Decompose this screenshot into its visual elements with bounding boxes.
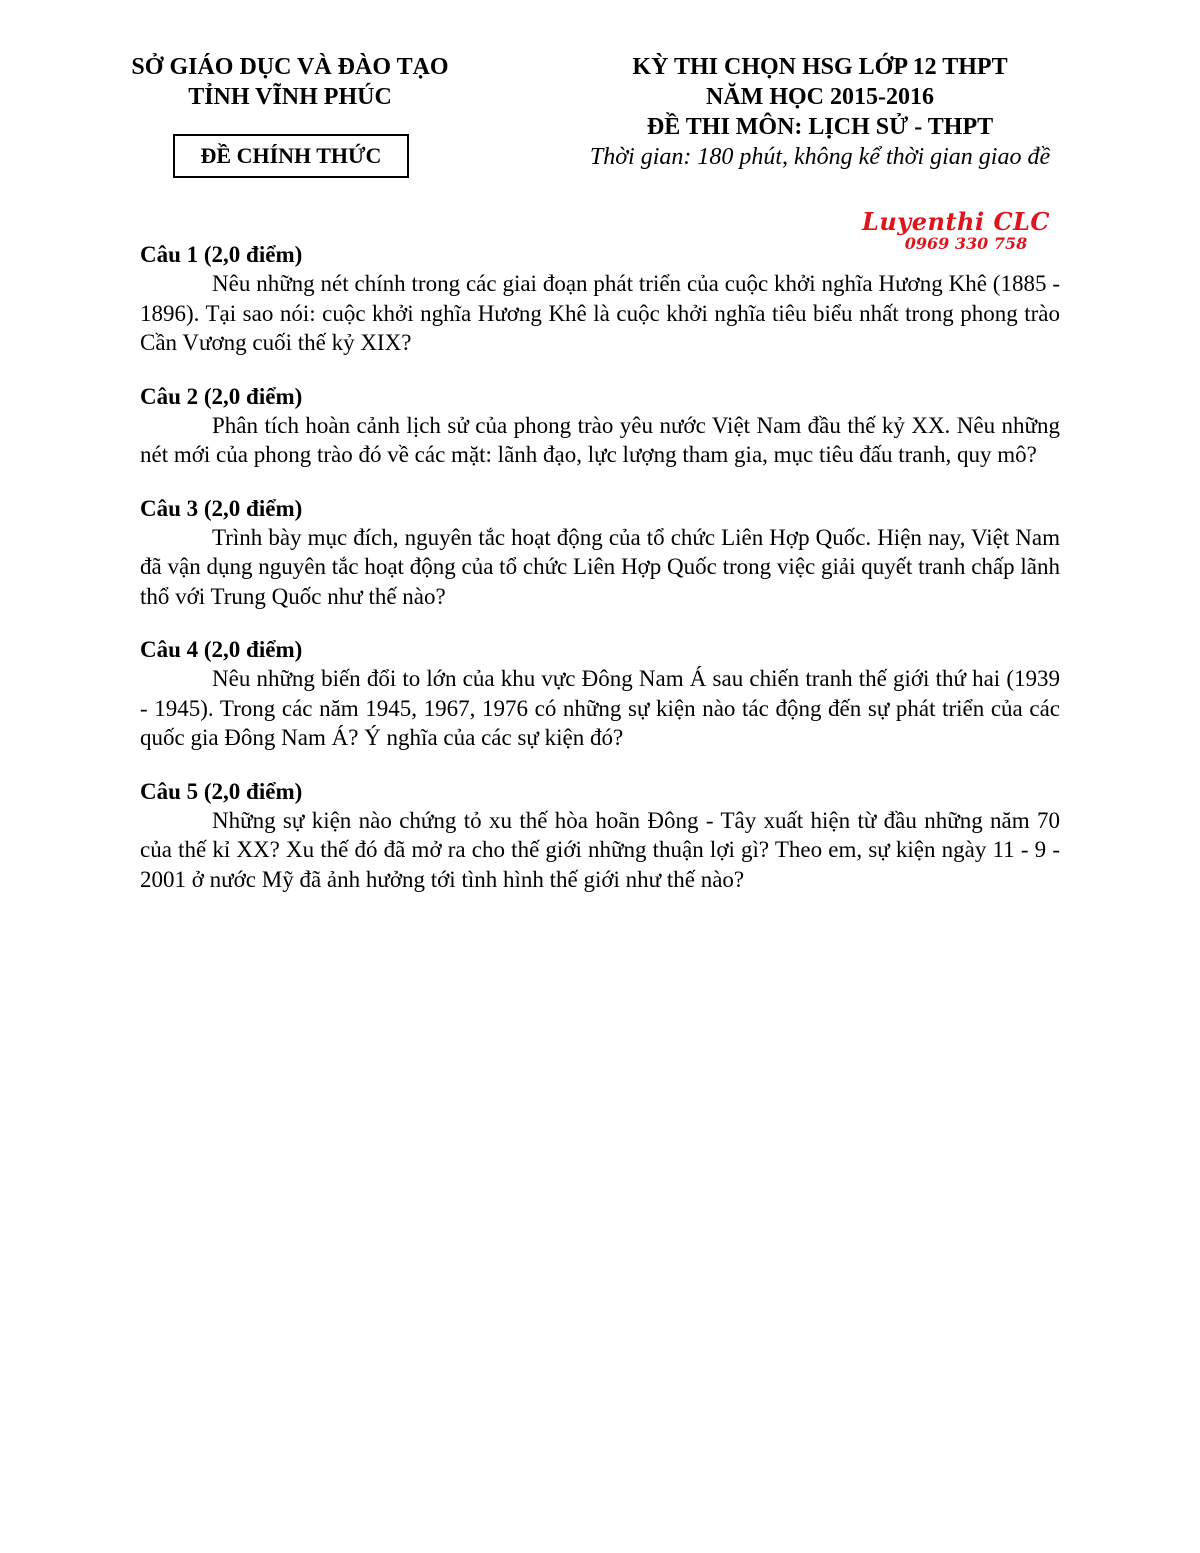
exam-title: KỲ THI CHỌN HSG LỚP 12 THPT: [632, 54, 1008, 80]
watermark-name: Luyenthi CLC: [861, 207, 1051, 236]
issuing-authority: [100, 52, 480, 112]
question-body: Những sự kiện nào chứng tỏ xu thế hòa hoãn Đông - Tây xuất hiện từ đầu những năm 70 của thế kỉ XX? Xu thế đó đã mở ra cho thế giới những thuận lợi gì? Theo em, sự kiện ngày 11 - 9 - 2001 ở nước Mỹ đã ảnh hưởng tới tình hình thế giới như thế nào?: [140, 807, 1060, 892]
question-list: [140, 240, 1060, 918]
exam-info: [560, 52, 1080, 172]
question-body: Nêu những biến đổi to lớn của khu vực Đông Nam Á sau chiến tranh thế giới thứ hai (1939 - 1945). Trong các năm 1945, 1967, 1976 có những sự kiện nào tác động đến sự phát triển của các quốc gia Đông Nam Á? Ý nghĩa của các sự kiện đó?: [140, 666, 1060, 750]
time-note: Thời gian: 180 phút, không kể thời gian giao đề: [589, 144, 1051, 170]
question-4: [140, 635, 1060, 753]
question-body: Nêu những nét chính trong các giai đoạn phát triển của cuộc khởi nghĩa Hương Khê (1885 - 1896). Tại sao nói: cuộc khởi nghĩa Hương Khê là cuộc khởi nghĩa tiêu biểu nhất trong phong trào Cần Vương cuối thế kỷ XIX?: [140, 271, 1060, 355]
watermark-phone: 0969 330 758: [904, 234, 1028, 253]
question-title: Câu 5 (2,0 điểm): [140, 778, 303, 804]
question-2: [140, 382, 1060, 470]
question-body: Trình bày mục đích, nguyên tắc hoạt động của tổ chức Liên Hợp Quốc. Hiện nay, Việt Nam đã vận dụng nguyên tắc hoạt động của tổ chức Liên Hợp Quốc trong việc giải quyết tranh chấp lãnh thổ với Trung Quốc như thế nào?: [140, 524, 1060, 609]
question-title: Câu 4 (2,0 điểm): [140, 637, 303, 662]
exam-subject: ĐỀ THI MÔN: LỊCH SỬ - THPT: [646, 114, 994, 140]
question-title: Câu 3 (2,0 điểm): [140, 495, 303, 521]
question-title: Câu 1 (2,0 điểm): [140, 242, 303, 267]
question-5: [140, 777, 1060, 895]
official-exam-label: ĐỀ CHÍNH THỨC: [173, 134, 409, 178]
authority-line-2: TỈNH VĨNH PHÚC: [188, 84, 392, 110]
question-title: Câu 2 (2,0 điểm): [140, 383, 303, 409]
question-body: Phân tích hoàn cảnh lịch sử của phong trào yêu nước Việt Nam đầu thế kỷ XX. Nêu những nét mới của phong trào đó về các mặt: lãnh đạo, lực lượng tham gia, mục tiêu đấu tranh, quy mô?: [140, 412, 1060, 467]
school-year: NĂM HỌC 2015-2016: [706, 84, 934, 110]
question-1: [140, 240, 1060, 358]
question-3: [140, 494, 1060, 612]
authority-line-1: SỞ GIÁO DỤC VÀ ĐÀO TẠO: [131, 54, 449, 80]
